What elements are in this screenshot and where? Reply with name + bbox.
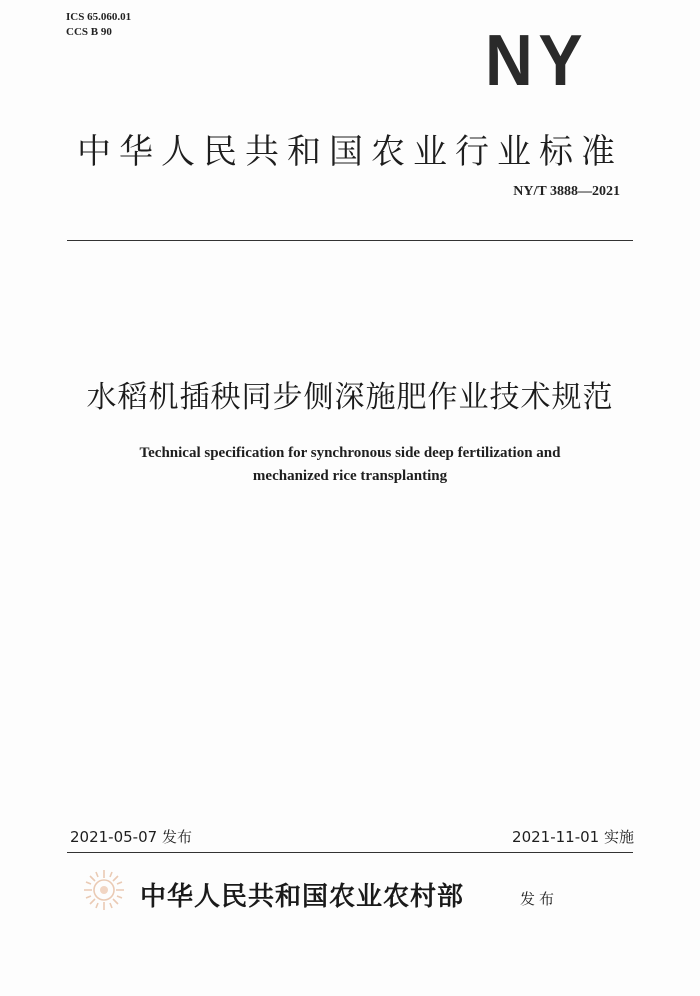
title-english [0, 442, 700, 488]
ny-logo: NY [484, 21, 588, 101]
top-divider [67, 240, 633, 241]
implementation-date: 2021-11-01 实施 [512, 828, 634, 846]
ccs-code: CCS B 90 [66, 26, 112, 38]
ministry-seal-icon [80, 866, 128, 914]
ics-code: ICS 65.060.01 [66, 11, 132, 23]
standard-type-heading: 中华人民共和国农业行业标准 [77, 132, 623, 172]
title-english-line-2: mechanized rice transplanting [252, 468, 448, 484]
title-english-line-1: Technical specification for synchronous side deep fertilization and [139, 445, 561, 461]
title-chinese: 水稻机插秧同步侧深施肥作业技术规范 [86, 380, 614, 415]
standard-number: NY/T 3888—2021 [513, 184, 620, 199]
issue-date: 2021-05-07 发布 [70, 828, 192, 846]
bottom-divider [67, 852, 633, 853]
publisher-name: 中华人民共和国农业农村部 [140, 882, 465, 912]
publish-label: 发布 [520, 890, 559, 908]
